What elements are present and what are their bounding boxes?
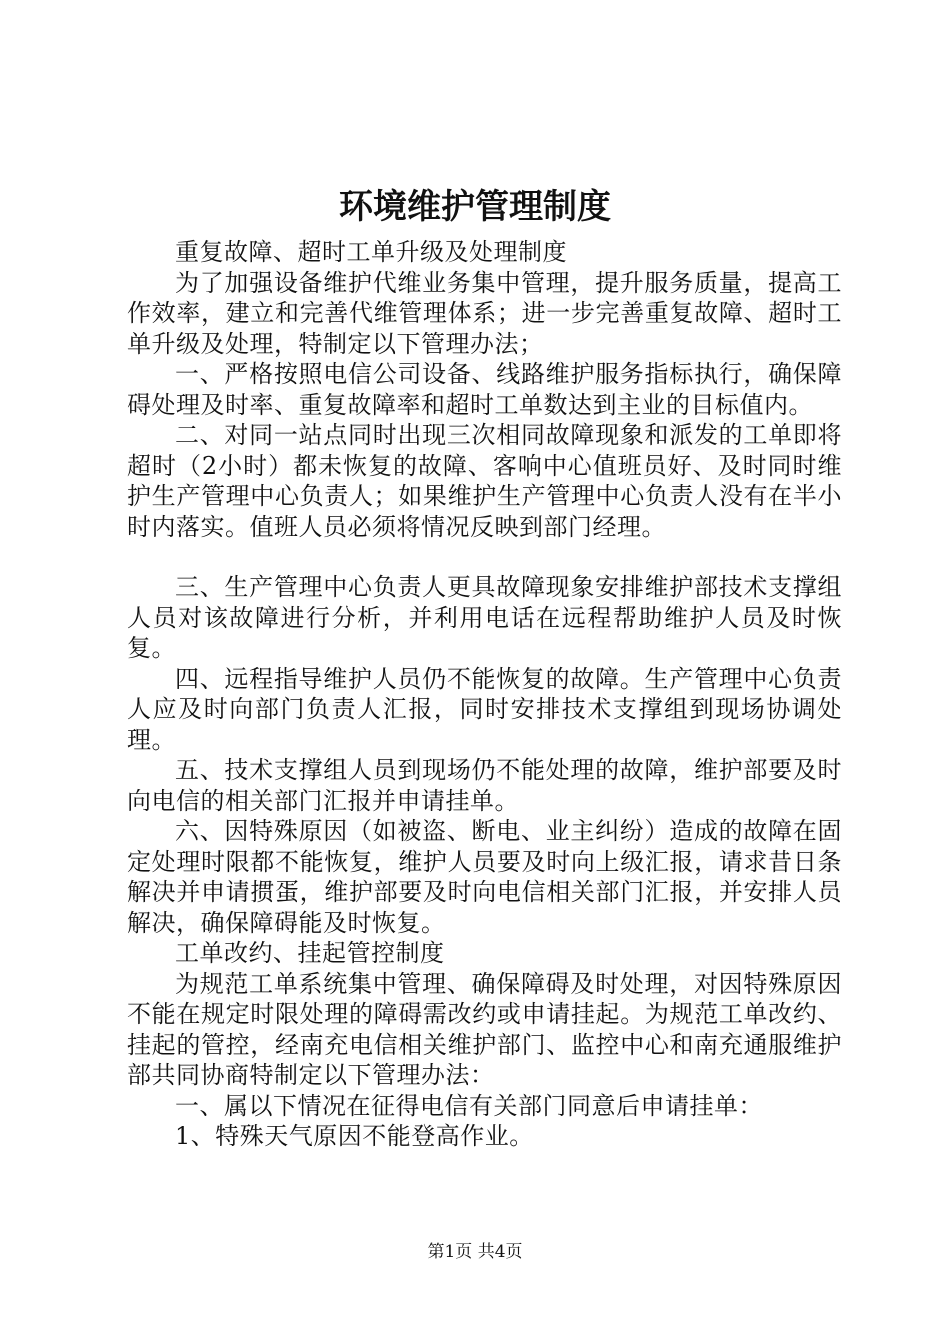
paragraph-work-order-intro: 为规范工单系统集中管理、确保障碍及时处理，对因特殊原因不能在规定时限处理的障碍需改约或申请挂起。为规范工单改约、挂起的管控，经南充电信相关维护部门、监控中心和南充通服维护部共同协商特制定以下管理办法： xyxy=(127,969,842,1089)
paragraph-item-3: 三、生产管理中心负责人更具故障现象安排维护部技术支撑组人员对该故障进行分析，并利用电话在远程帮助维护人员及时恢复。 xyxy=(127,573,842,662)
paragraph-item-5: 五、技术支撑组人员到现场仍不能处理的故障，维护部要及时向电信的相关部门汇报并申请挂单。 xyxy=(127,756,842,815)
page-footer: 第1页 共4页 xyxy=(427,1242,523,1262)
paragraph-item-4: 四、远程指导维护人员仍不能恢复的故障。生产管理中心负责人应及时向部门负责人汇报，同时安排技术支撑组到现场协调处理。 xyxy=(127,664,842,754)
section-heading-repeat-fault: 重复故障、超时工单升级及处理制度 xyxy=(175,238,567,266)
paragraph-work-order-item-1: 一、属以下情况在征得电信有关部门同意后申请挂单： xyxy=(175,1091,763,1120)
paragraph-intro: 为了加强设备维护代维业务集中管理，提升服务质量，提高工作效率，建立和完善代维管理体系；进一步完善重复故障、超时工单升级及处理，特制定以下管理办法； xyxy=(127,268,842,358)
section-heading-work-order: 工单改约、挂起管控制度 xyxy=(175,939,445,967)
paragraph-item-1: 一、严格按照电信公司设备、线路维护服务指标执行，确保障碍处理及时率、重复故障率和超时工单数达到主业的目标值内。 xyxy=(127,360,842,419)
paragraph-work-order-subitem-1: 1、特殊天气原因不能登高作业。 xyxy=(175,1122,534,1150)
paragraph-item-2: 二、对同一站点同时出现三次相同故障现象和派发的工单即将超时（2小时）都未恢复的故障、客响中心值班员好、及时同时维护生产管理中心负责人；如果维护生产管理中心负责人没有在半小时内落实。值班人员必须将情况反映到部门经理。 xyxy=(127,421,842,541)
document-title: 环境维护管理制度 xyxy=(339,187,611,227)
paragraph-item-6: 六、因特殊原因（如被盗、断电、业主纠纷）造成的故障在固定处理时限都不能恢复，维护人员要及时向上级汇报，请求昔日条解决并申请掼蛋，维护部要及时向电信相关部门汇报，并安排人员解决，确保障碍能及时恢复。 xyxy=(127,817,842,937)
document-body xyxy=(127,237,842,1152)
